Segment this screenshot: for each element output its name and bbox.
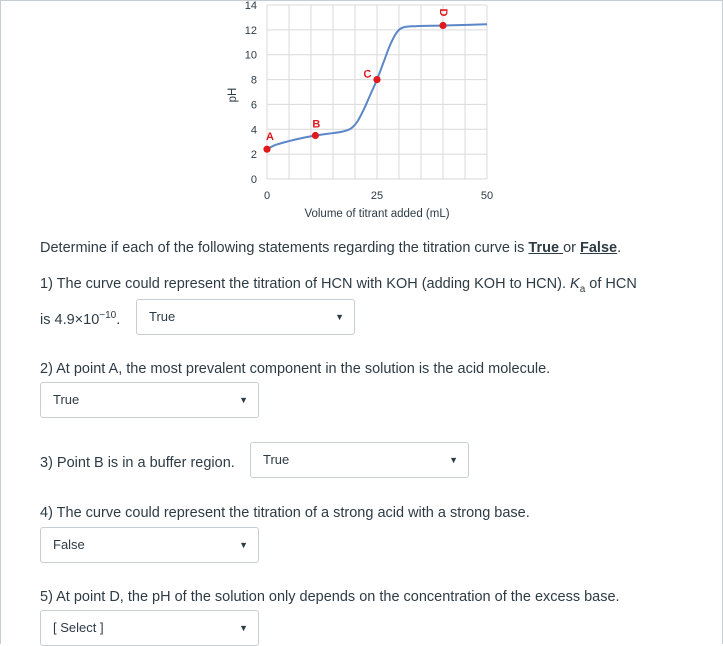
q5-answer-select[interactable] [40, 610, 259, 646]
q3-selected-value: True [263, 452, 290, 467]
q2-answer-select[interactable] [40, 382, 259, 418]
x-tick-labels [264, 190, 493, 202]
q1-selected-value: True [149, 309, 176, 324]
y-tick-labels [245, 0, 257, 186]
point-d-marker [439, 22, 446, 29]
false-word: False [580, 240, 618, 256]
q1-period: . [116, 311, 121, 328]
instructions-lead: Determine if each of the following statements regarding the titration curve is [40, 240, 529, 256]
ka-subscript: a [579, 283, 586, 295]
point-c-label: C [362, 68, 373, 82]
q2-selected-value: True [53, 392, 80, 407]
caret-down-icon: ▼ [239, 623, 248, 633]
q4-selected-value: False [53, 537, 85, 552]
point-b-label: B [312, 118, 321, 131]
q5-selected-value: [ Select ] [53, 620, 104, 635]
q1-text-end: of HCN [585, 276, 637, 292]
question-1-line-2 [40, 310, 120, 328]
caret-down-icon: ▼ [449, 455, 458, 465]
point-d-label: D [437, 8, 449, 17]
x-tick-0: 0 [263, 190, 271, 202]
y-tick-4: 4 [250, 124, 257, 137]
q1-answer-select[interactable] [136, 299, 355, 335]
ka-symbol: K [570, 276, 580, 292]
true-word: True [528, 240, 564, 256]
y-tick-6: 6 [250, 99, 257, 112]
q3-answer-select[interactable] [250, 442, 469, 478]
question-5: 5) At point D, the pH of the solution only depends on the concentration of the excess base. [40, 589, 620, 605]
instructions [40, 240, 621, 256]
y-tick-12: 12 [244, 24, 257, 37]
caret-down-icon: ▼ [335, 312, 344, 322]
y-axis-label: pH [227, 87, 239, 103]
caret-down-icon: ▼ [239, 540, 248, 550]
question-4: 4) The curve could represent the titration of a strong acid with a strong base. [40, 505, 530, 521]
x-tick-50: 50 [480, 190, 494, 202]
point-c-marker [373, 76, 380, 83]
q1-text: 1) The curve could represent the titration of HCN with KOH (adding KOH to HCN). [40, 276, 571, 292]
point-b-marker [312, 132, 319, 139]
y-tick-10: 10 [244, 49, 257, 62]
x-tick-25: 25 [370, 190, 384, 202]
question-1-line-1 [40, 276, 637, 295]
ka-exponent: −10 [99, 310, 117, 321]
or-word: or [563, 240, 580, 256]
ka-value: is 4.9×10 [40, 311, 100, 328]
question-3: 3) Point B is in a buffer region. [40, 455, 235, 471]
y-tick-2: 2 [250, 149, 257, 162]
caret-down-icon: ▼ [239, 395, 248, 405]
question-2: 2) At point A, the most prevalent component in the solution is the acid molecule. [40, 361, 551, 377]
titration-chart [0, 0, 723, 230]
q4-answer-select[interactable] [40, 527, 259, 563]
y-tick-0: 0 [250, 174, 257, 186]
chart-grid [267, 5, 487, 179]
y-tick-8: 8 [250, 74, 257, 87]
point-a-marker [263, 146, 270, 153]
x-axis-label: Volume of titrant added (mL) [304, 208, 450, 220]
instructions-end: . [617, 240, 622, 256]
point-a-label: A [266, 131, 274, 144]
y-tick-14: 14 [244, 0, 257, 12]
